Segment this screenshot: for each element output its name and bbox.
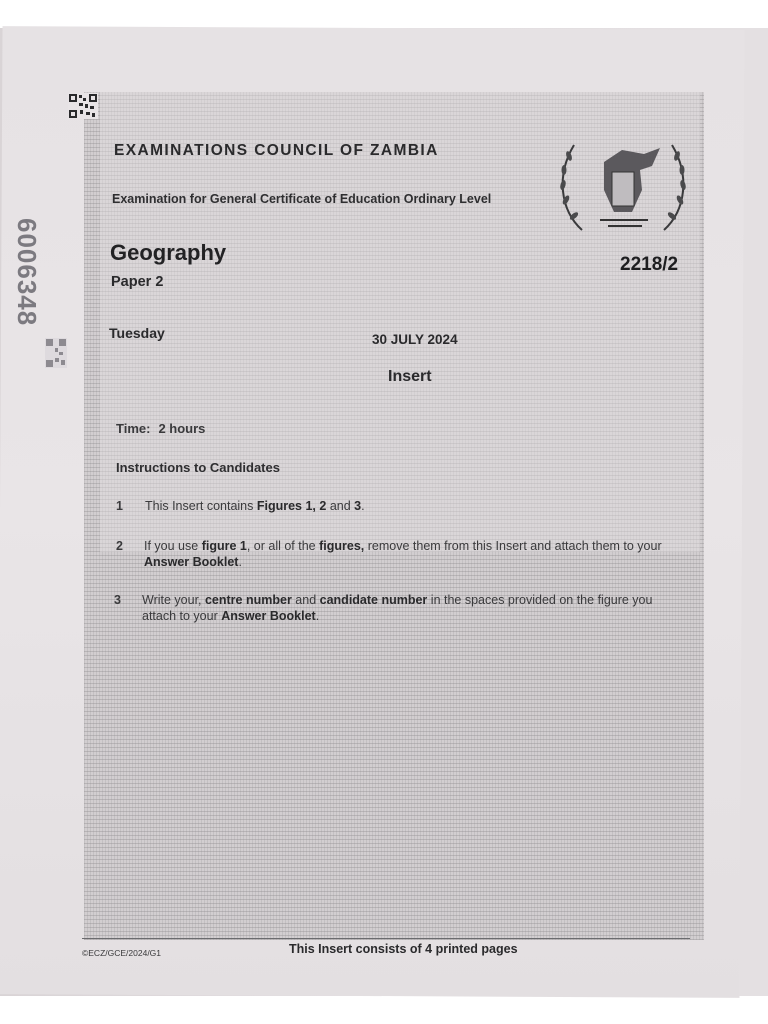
- exam-day: Tuesday: [109, 325, 165, 341]
- footer-pages-note: This Insert consists of 4 printed pages: [289, 942, 518, 956]
- instruction-text: [142, 592, 682, 624]
- time-label: Time:: [116, 421, 151, 436]
- exam-date: 30 JULY 2024: [372, 332, 458, 347]
- text-segment: If you use: [144, 539, 202, 553]
- subject-title: Geography: [110, 240, 227, 265]
- instruction-text: [145, 498, 685, 514]
- council-name: EXAMINATIONS COUNCIL OF ZAMBIA: [114, 142, 439, 159]
- document-type: Insert: [388, 368, 432, 385]
- footer-copyright-code: ©ECZ/GCE/2024/G1: [82, 948, 162, 958]
- paper-number: Paper 2: [111, 274, 164, 290]
- time-value: 2 hours: [158, 421, 206, 436]
- text-bold: candidate number: [319, 593, 428, 607]
- exam-level: Examination for General Certificate of Education Ordinary Level: [112, 192, 492, 206]
- text-segment: in the spaces provided on the figure you attach to your: [142, 593, 653, 623]
- text-bold: centre number: [204, 593, 292, 607]
- text-segment: .: [361, 499, 365, 513]
- text-segment: Write your,: [142, 593, 205, 607]
- instruction-number: 1: [116, 499, 123, 513]
- text-bold: Answer Booklet: [221, 609, 316, 623]
- text-segment: and: [291, 593, 320, 607]
- text-segment: , or all of the: [246, 539, 320, 553]
- text-segment: remove them from this Insert and attach them to your: [364, 539, 662, 553]
- instruction-text: [144, 538, 684, 570]
- text-segment: and: [326, 499, 355, 513]
- text-bold: figure 1: [201, 539, 247, 553]
- footer-divider: [82, 938, 690, 939]
- text-bold: 3: [354, 499, 362, 513]
- text-bold: Figures 1, 2: [256, 499, 327, 513]
- text-segment: .: [238, 555, 242, 569]
- text-segment: This Insert contains: [145, 499, 257, 513]
- text-segment: .: [315, 609, 320, 623]
- text-bold: Answer Booklet: [144, 555, 239, 569]
- side-qr-code-icon: [45, 338, 67, 368]
- coat-of-arms-emblem-icon: [552, 120, 694, 248]
- instruction-number: 2: [116, 539, 123, 553]
- time-allowed: [116, 421, 205, 436]
- side-serial-number: 6006348: [12, 218, 42, 327]
- instructions-heading: Instructions to Candidates: [116, 460, 280, 475]
- subject-code: 2218/2: [620, 254, 679, 275]
- instruction-number: 3: [114, 593, 121, 607]
- text-bold: figures,: [319, 539, 365, 553]
- qr-code-icon: [68, 93, 98, 119]
